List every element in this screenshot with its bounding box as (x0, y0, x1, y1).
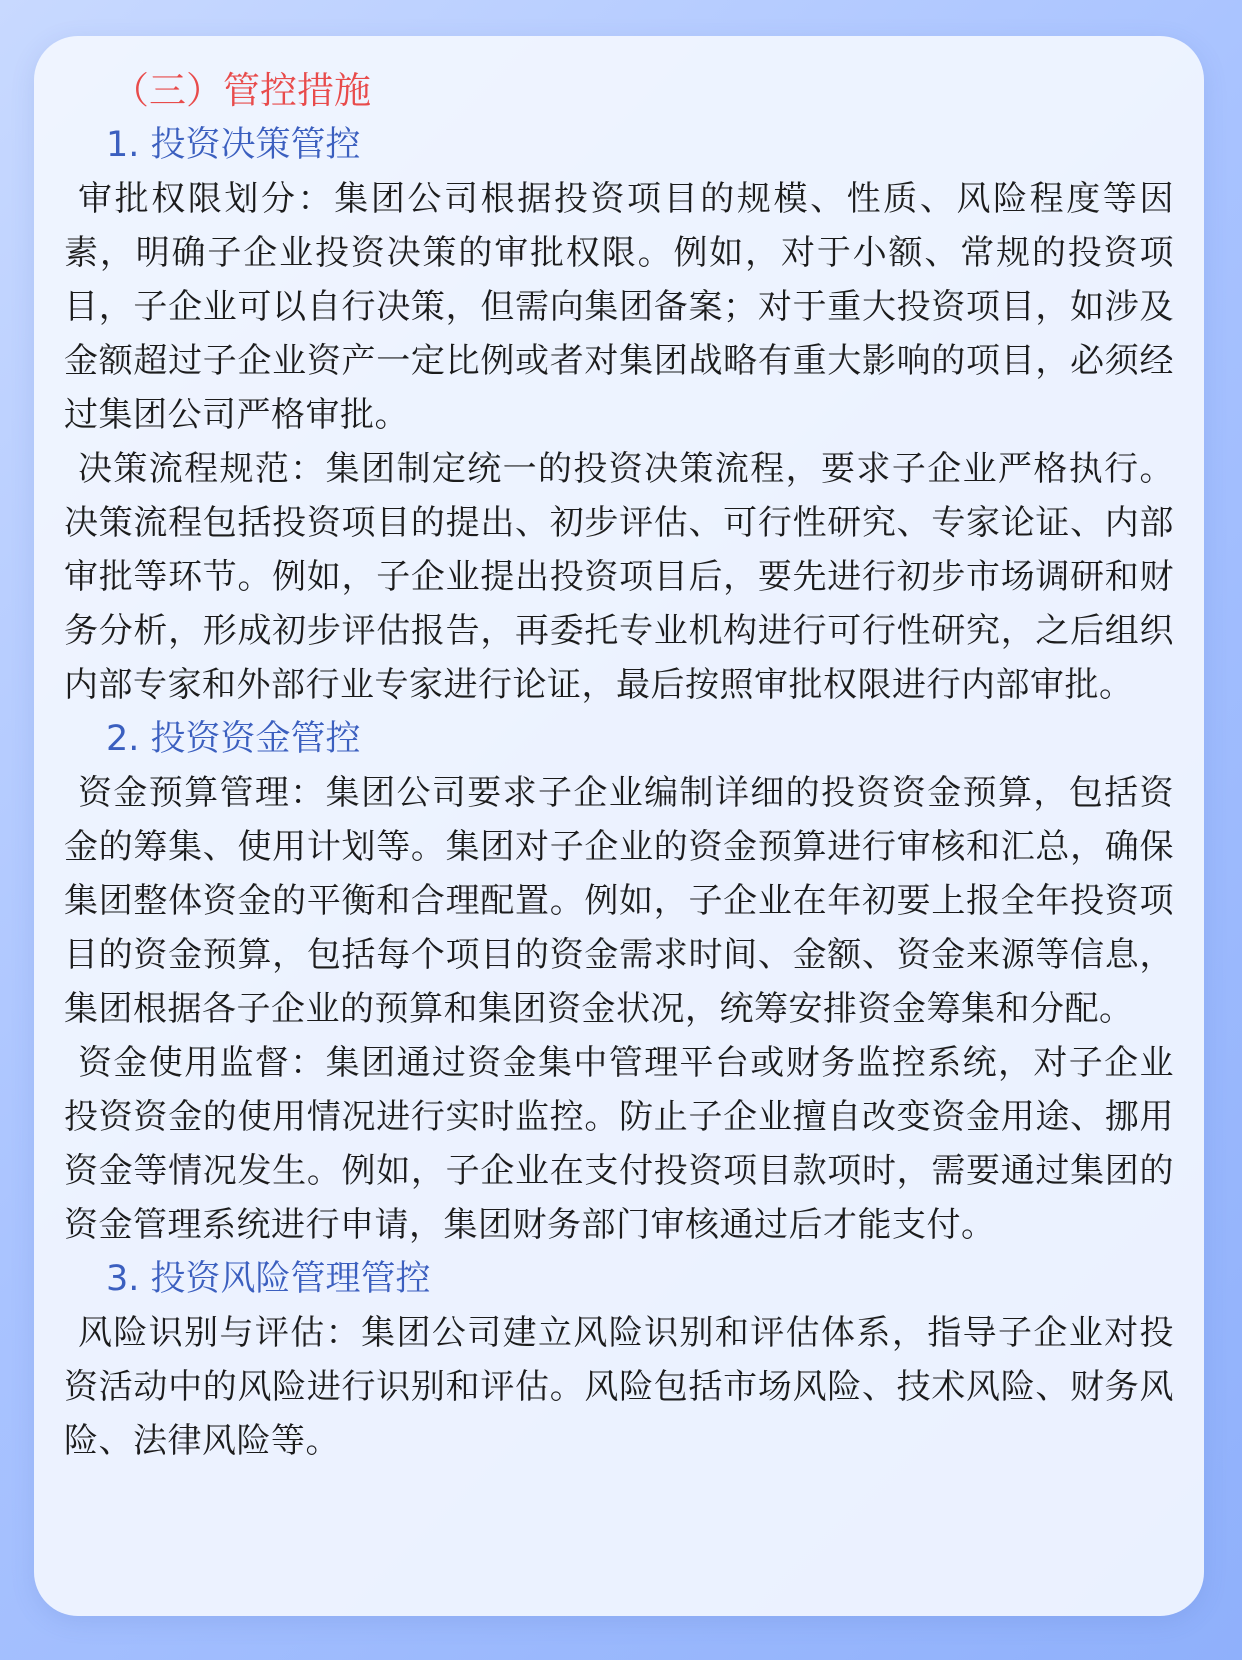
paragraph-fund-budget: 资金预算管理：集团公司要求子企业编制详细的投资资金预算，包括资金的筹集、使用计划等。集团对子企业的资金预算进行审核和汇总，确保集团整体资金的平衡和合理配置。例如，子企业在年初要上报全年投资项目的资金预算，包括每个项目的资金需求时间、金额、资金来源等信息，集团根据各子企业的预算和集团资金状况，统筹安排资金筹集和分配。 (64, 773, 1174, 1029)
paragraph-approval-authority: 审批权限划分：集团公司根据投资项目的规模、性质、风险程度等因素，明确子企业投资决策的审批权限。例如，对于小额、常规的投资项目，子企业可以自行决策，但需向集团备案；对于重大投资项目，如涉及金额超过子企业资产一定比例或者对集团战略有重大影响的项目，必须经过集团公司严格审批。 (64, 179, 1174, 435)
content-card (34, 36, 1204, 1616)
subsection-heading-investment-decision: 1. 投资决策管控 (106, 125, 361, 165)
paragraph-risk-identification: 风险识别与评估：集团公司建立风险识别和评估体系，指导子企业对投资活动中的风险进行识别和评估。风险包括市场风险、技术风险、财务风险、法律风险等。 (64, 1313, 1174, 1461)
section-title: （三）管控措施 (112, 69, 371, 112)
paragraph-fund-supervision: 资金使用监督：集团通过资金集中管理平台或财务监控系统，对子企业投资资金的使用情况进行实时监控。防止子企业擅自改变资金用途、挪用资金等情况发生。例如，子企业在支付投资项目款项时，需要通过集团的资金管理系统进行申请，集团财务部门审核通过后才能支付。 (64, 1043, 1174, 1245)
paragraph-decision-process: 决策流程规范：集团制定统一的投资决策流程，要求子企业严格执行。决策流程包括投资项目的提出、初步评估、可行性研究、专家论证、内部审批等环节。例如，子企业提出投资项目后，要先进行初步市场调研和财务分析，形成初步评估报告，再委托专业机构进行可行性研究，之后组织内部专家和外部行业专家进行论证，最后按照审批权限进行内部审批。 (64, 449, 1174, 705)
subsection-heading-investment-funds: 2. 投资资金管控 (106, 719, 361, 759)
subsection-heading-investment-risk: 3. 投资风险管理管控 (106, 1259, 431, 1299)
